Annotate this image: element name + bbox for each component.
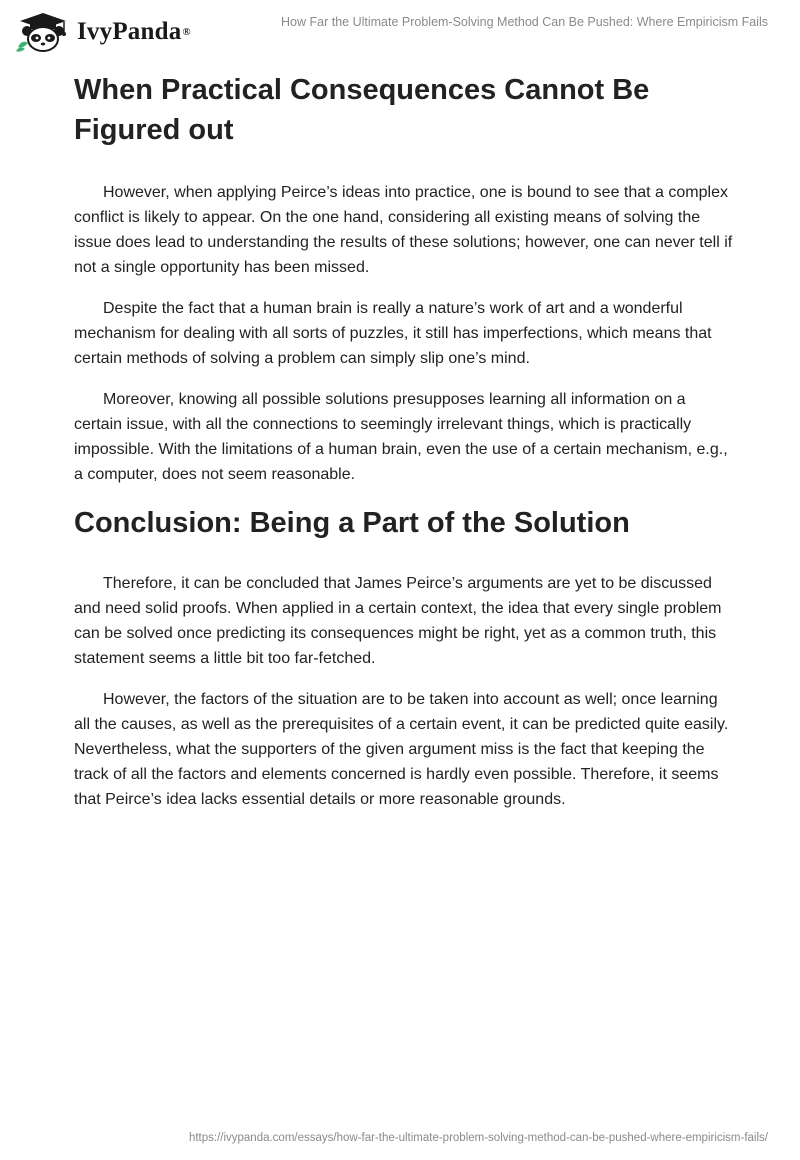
brand-name: IvyPanda: [77, 18, 182, 45]
document-title: How Far the Ultimate Problem-Solving Method Can Be Pushed: Where Empiricism Fails: [281, 15, 768, 29]
section-heading: When Practical Consequences Cannot Be Figured out: [74, 74, 650, 146]
brand-logo[interactable]: [14, 8, 191, 56]
page-header: [0, 0, 800, 60]
essay-content: [74, 70, 734, 828]
paragraph: However, the factors of the situation are to be taken into account as well; once learning all the causes, as well as the prerequisites of a certain event, it can be predicted quite easily. Nevertheless, what the supporters of the given argument miss is the fact that keeping the track of all the factors and elements concerned is hardly even possible. Therefore, it seems that Peirce’s idea lacks essential details or more reasonable grounds.: [74, 691, 729, 808]
section-heading: Conclusion: Being a Part of the Solution: [74, 507, 630, 539]
registered-mark: ®: [182, 26, 191, 38]
paragraph: However, when applying Peirce’s ideas into practice, one is bound to see that a complex conflict is likely to appear. On the one hand, considering all existing means of solving the issue does lead to understanding the results of these solutions; however, one can never tell if not a single opportunity has been missed.: [74, 184, 733, 276]
paragraph: Therefore, it can be concluded that James Peirce’s arguments are yet to be discussed and need solid proofs. When applied in a certain context, the idea that every single problem can be solved once predicting its consequences might be right, yet as a common truth, this statement seems a little bit too far-fetched.: [74, 575, 722, 667]
paragraph: Moreover, knowing all possible solutions presupposes learning all information on a certain issue, with all the connections to seemingly irrelevant things, which is practically impossible. With the limitations of a human brain, even the use of a certain mechanism, e.g., a computer, does not seem reasonable.: [74, 391, 728, 483]
source-url-link[interactable]: https://ivypanda.com/essays/how-far-the-ultimate-problem-solving-method-can-be-pushed-where-empiricism-fails/: [188, 1132, 768, 1144]
paragraph: Despite the fact that a human brain is really a nature’s work of art and a wonderful mechanism for dealing with all sorts of puzzles, it still has imperfections, which means that certain methods of solving a problem can simply slip one’s mind.: [74, 300, 712, 367]
panda-graduate-icon: [14, 11, 72, 53]
